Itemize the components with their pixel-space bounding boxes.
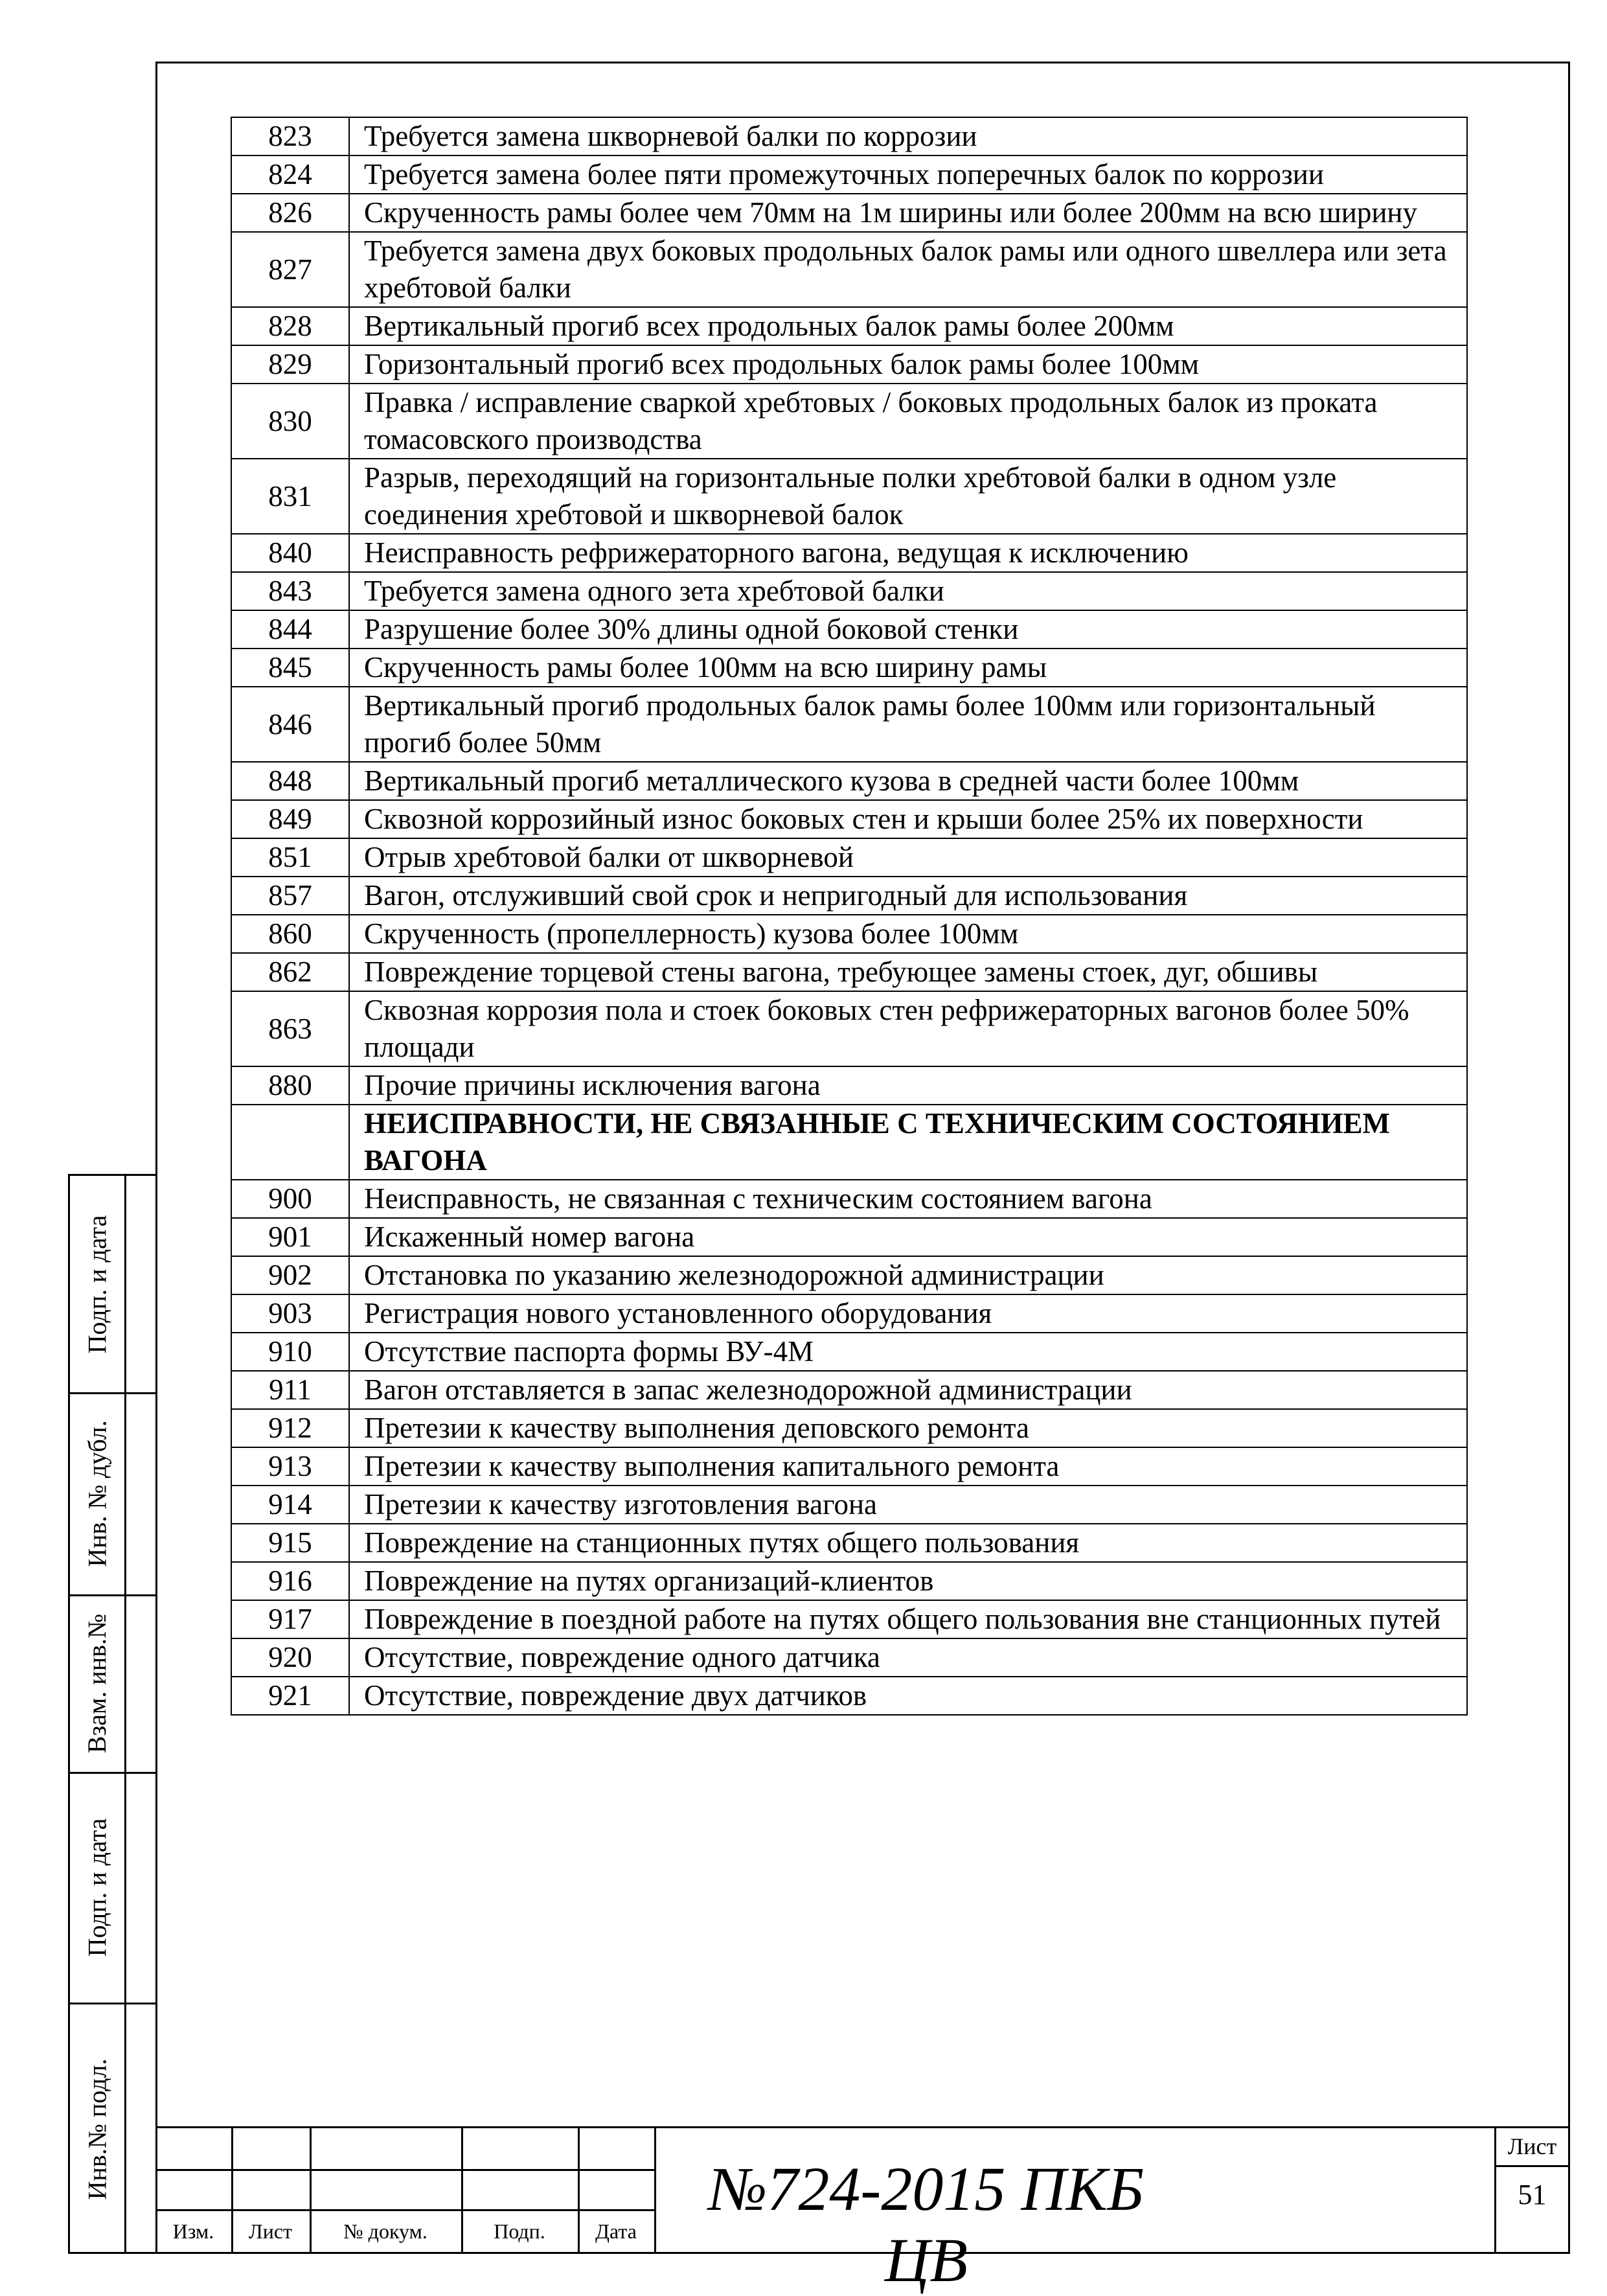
- table-row: [231, 687, 1467, 762]
- document-number: №724-2015 ПКБ ЦВ: [708, 2154, 1145, 2295]
- table-row: [231, 384, 1467, 459]
- table-row: [231, 877, 1467, 915]
- table-row: [231, 307, 1467, 345]
- fault-code: 831: [231, 459, 349, 534]
- table-row: [231, 1524, 1467, 1562]
- table-row: [231, 762, 1467, 800]
- change-col-label: Изм.: [172, 2220, 214, 2243]
- fault-description: Искаженный номер вагона: [349, 1218, 1467, 1256]
- fault-code: 845: [231, 649, 349, 687]
- table-row: [231, 649, 1467, 687]
- fault-code: 828: [231, 307, 349, 345]
- dup-inv-label: Инв. № дубл.: [82, 1419, 112, 1567]
- fault-code: 910: [231, 1333, 349, 1371]
- table-row: [231, 155, 1467, 194]
- fault-description: Отсутствие, повреждение одного датчика: [349, 1638, 1467, 1677]
- fault-code: 844: [231, 610, 349, 649]
- fault-code: 917: [231, 1600, 349, 1638]
- table-row: [231, 1638, 1467, 1677]
- fault-description: Вертикальный прогиб металлического кузова в средней части более 100мм: [349, 762, 1467, 800]
- fault-description: Скрученность рамы более 100мм на всю ширину рамы: [349, 649, 1467, 687]
- table-row: [231, 1447, 1467, 1486]
- fault-description: Претезии к качеству выполнения капитального ремонта: [349, 1447, 1467, 1486]
- sign-col-label: Подп.: [494, 2220, 545, 2243]
- table-row: [231, 953, 1467, 991]
- fault-code: 840: [231, 534, 349, 572]
- fault-code: 857: [231, 877, 349, 915]
- orig-inv-label: Инв.№ подл.: [82, 2058, 112, 2200]
- fault-description: Горизонтальный прогиб всех продольных балок рамы более 100мм: [349, 345, 1467, 384]
- table-row: [231, 232, 1467, 307]
- fault-code: 824: [231, 155, 349, 194]
- fault-code: 829: [231, 345, 349, 384]
- fault-code: 851: [231, 838, 349, 877]
- sheet-col-label: Лист: [248, 2220, 292, 2243]
- fault-description: Требуется замена одного зета хребтовой балки: [349, 572, 1467, 610]
- fault-description: Отсутствие паспорта формы ВУ-4М: [349, 1333, 1467, 1371]
- fault-description: Вагон, отслуживший свой срок и непригодный для использования: [349, 877, 1467, 915]
- fault-description: Неисправность, не связанная с техническим состоянием вагона: [349, 1180, 1467, 1218]
- fault-description: Вертикальный прогиб продольных балок рамы более 100мм или горизонтальный прогиб более 50мм: [349, 687, 1467, 762]
- fault-description: Скрученность (пропеллерность) кузова более 100мм: [349, 915, 1467, 953]
- fault-code: 849: [231, 800, 349, 838]
- title-block: [155, 2126, 1570, 2295]
- fault-description: Повреждение в поездной работе на путях общего пользования вне станционных путей: [349, 1600, 1467, 1638]
- table-row: [231, 1294, 1467, 1333]
- fault-description: Сквозная коррозия пола и стоек боковых стен рефрижераторных вагонов более 50% площади: [349, 991, 1467, 1066]
- fault-description: Повреждение на станционных путях общего пользования: [349, 1524, 1467, 1562]
- fault-description: Правка / исправление сваркой хребтовых / боковых продольных балок из проката томасовского производства: [349, 384, 1467, 459]
- fault-code: 826: [231, 194, 349, 232]
- fault-code: 921: [231, 1677, 349, 1715]
- fault-description: Разрушение более 30% длины одной боковой стенки: [349, 610, 1467, 649]
- fault-description: Скрученность рамы более чем 70мм на 1м ширины или более 200мм на всю ширину: [349, 194, 1467, 232]
- fault-code: 863: [231, 991, 349, 1066]
- replace-inv-label: Взам. инв.№: [82, 1613, 112, 1753]
- fault-description: Отстановка по указанию железнодорожной администрации: [349, 1256, 1467, 1294]
- fault-code: 911: [231, 1371, 349, 1409]
- table-row: [231, 1218, 1467, 1256]
- table-row: [231, 459, 1467, 534]
- table-row: [231, 534, 1467, 572]
- table-row: [231, 345, 1467, 384]
- fault-code: [231, 1105, 349, 1180]
- table-row: [231, 194, 1467, 232]
- table-row: [231, 1066, 1467, 1105]
- table-row: [231, 1600, 1467, 1638]
- fault-description: Отрыв хребтовой балки от шкворневой: [349, 838, 1467, 877]
- fault-code: 848: [231, 762, 349, 800]
- fault-description: Вагон отставляется в запас железнодорожной администрации: [349, 1371, 1467, 1409]
- table-row: [231, 1677, 1467, 1715]
- fault-code: 902: [231, 1256, 349, 1294]
- fault-description: Отсутствие, повреждение двух датчиков: [349, 1677, 1467, 1715]
- fault-code: 916: [231, 1562, 349, 1600]
- table-row: [231, 1256, 1467, 1294]
- fault-codes-table: [231, 117, 1468, 1716]
- fault-description: Прочие причины исключения вагона: [349, 1066, 1467, 1105]
- fault-description: Повреждение торцевой стены вагона, требующее замены стоек, дуг, обшивы: [349, 953, 1467, 991]
- fault-description: Требуется замена более пяти промежуточных поперечных балок по коррозии: [349, 155, 1467, 194]
- fault-code: 843: [231, 572, 349, 610]
- fault-description: Требуется замена двух боковых продольных балок рамы или одного швеллера или зета хребтовой балки: [349, 232, 1467, 307]
- fault-description: Требуется замена шкворневой балки по коррозии: [349, 117, 1467, 155]
- fault-code: 920: [231, 1638, 349, 1677]
- fault-code: 912: [231, 1409, 349, 1447]
- fault-code: 823: [231, 117, 349, 155]
- fault-code: 880: [231, 1066, 349, 1105]
- fault-description: Претезии к качеству выполнения деповского ремонта: [349, 1409, 1467, 1447]
- fault-code: 827: [231, 232, 349, 307]
- table-row: [231, 1409, 1467, 1447]
- table-row: [231, 1333, 1467, 1371]
- fault-code: 830: [231, 384, 349, 459]
- margin-stamp: [68, 1174, 157, 2254]
- fault-description: Вертикальный прогиб всех продольных балок рамы более 200мм: [349, 307, 1467, 345]
- table-row: [231, 610, 1467, 649]
- section-header-row: [231, 1105, 1467, 1180]
- table-row: [231, 1486, 1467, 1524]
- fault-description: Сквозной коррозийный износ боковых стен и крыши более 25% их поверхности: [349, 800, 1467, 838]
- table-row: [231, 1180, 1467, 1218]
- fault-description: НЕИСПРАВНОСТИ, НЕ СВЯЗАННЫЕ С ТЕХНИЧЕСКИМ СОСТОЯНИЕМ ВАГОНА: [349, 1105, 1467, 1180]
- table-row: [231, 1371, 1467, 1409]
- fault-code: 913: [231, 1447, 349, 1486]
- table-row: [231, 915, 1467, 953]
- date-col-label: Дата: [595, 2220, 637, 2243]
- fault-code: 846: [231, 687, 349, 762]
- fault-description: Повреждение на путях организаций-клиентов: [349, 1562, 1467, 1600]
- fault-code: 862: [231, 953, 349, 991]
- sign-date-top-label: Подп. и дата: [82, 1215, 112, 1353]
- table-row: [231, 117, 1467, 155]
- fault-code: 914: [231, 1486, 349, 1524]
- fault-code: 915: [231, 1524, 349, 1562]
- fault-description: Неисправность рефрижераторного вагона, ведущая к исключению: [349, 534, 1467, 572]
- doc-col-label: № докум.: [343, 2220, 427, 2243]
- table-row: [231, 800, 1467, 838]
- fault-description: Разрыв, переходящий на горизонтальные полки хребтовой балки в одном узле соединения хребтовой и шкворневой балок: [349, 459, 1467, 534]
- fault-description: Претезии к качеству изготовления вагона: [349, 1486, 1467, 1524]
- table-row: [231, 1562, 1467, 1600]
- sign-date-bottom-label: Подп. и дата: [82, 1818, 112, 1957]
- fault-code: 903: [231, 1294, 349, 1333]
- sheet-number: 51: [1518, 2179, 1547, 2210]
- table-row: [231, 572, 1467, 610]
- fault-code: 900: [231, 1180, 349, 1218]
- table-row: [231, 838, 1467, 877]
- table-row: [231, 991, 1467, 1066]
- sheet-label: Лист: [1507, 2133, 1557, 2159]
- fault-description: Регистрация нового установленного оборудования: [349, 1294, 1467, 1333]
- fault-code: 901: [231, 1218, 349, 1256]
- fault-code: 860: [231, 915, 349, 953]
